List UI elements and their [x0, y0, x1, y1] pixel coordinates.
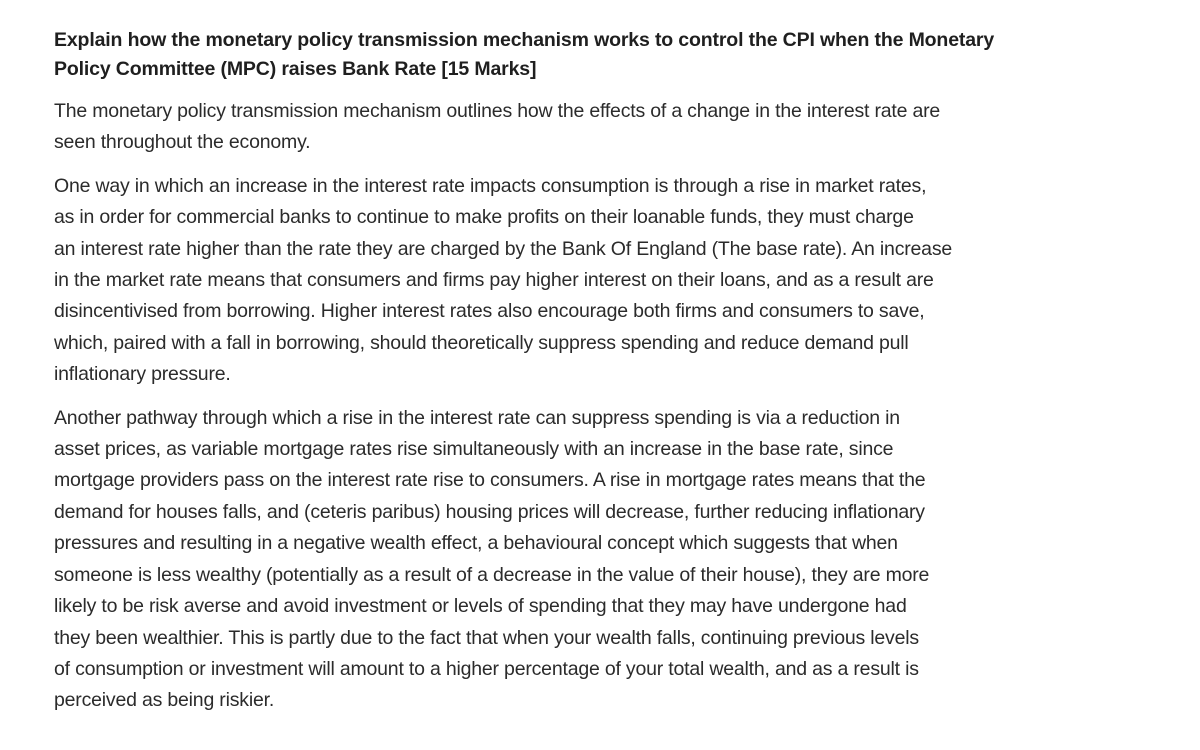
paragraph-line: likely to be risk averse and avoid investment or levels of spending that they may have undergone had	[54, 595, 907, 618]
paragraph-line: seen throughout the economy.	[54, 131, 311, 154]
paragraph-line: someone is less wealthy (potentially as a result of a decrease in the value of their house), they are more	[54, 563, 930, 586]
paragraph-line: inflationary pressure.	[54, 363, 231, 386]
paragraph-line: demand for houses falls, and (ceteris paribus) housing prices will decrease, further reducing inflationary	[54, 500, 925, 523]
paragraph-line: of consumption or investment will amount to a higher percentage of your total wealth, and as a result is	[54, 657, 919, 680]
paragraph-line: they been wealthier. This is partly due to the fact that when your wealth falls, continuing previous levels	[54, 626, 919, 649]
paragraph-line: pressures and resulting in a negative wealth effect, a behavioural concept which suggests that when	[54, 532, 898, 555]
asset-prices-paragraph	[54, 403, 1174, 717]
paragraph-line: an interest rate higher than the rate they are charged by the Bank Of England (The base rate). An increase	[54, 237, 953, 260]
paragraph-line: which, paired with a fall in borrowing, should theoretically suppress spending and reduce demand pull	[54, 331, 909, 354]
paragraph-line: mortgage providers pass on the interest rate rise to consumers. A rise in mortgage rates means that the	[54, 469, 926, 492]
paragraph-line: in the market rate means that consumers and firms pay higher interest on their loans, and as a result are	[54, 269, 934, 292]
paragraph-line: perceived as being riskier.	[54, 689, 275, 712]
paragraph-line: disincentivised from borrowing. Higher interest rates also encourage both firms and consumers to save,	[54, 300, 925, 323]
heading-line: Policy Committee (MPC) raises Bank Rate [15 Marks]	[54, 58, 537, 80]
question-heading	[54, 26, 1174, 84]
paragraph-line: One way in which an increase in the interest rate impacts consumption is through a rise in market rates,	[54, 174, 927, 197]
paragraph-line: The monetary policy transmission mechanism outlines how the effects of a change in the interest rate are	[54, 100, 941, 122]
heading-line: Explain how the monetary policy transmission mechanism works to control the CPI when the Monetary	[54, 29, 995, 51]
paragraph-line: as in order for commercial banks to continue to make profits on their loanable funds, they must charge	[54, 206, 914, 229]
paragraph-line: Another pathway through which a rise in the interest rate can suppress spending is via a reduction in	[54, 406, 900, 429]
market-rates-paragraph	[54, 171, 1174, 391]
intro-paragraph	[54, 96, 1174, 159]
document-page	[54, 26, 1174, 729]
paragraph-line: asset prices, as variable mortgage rates rise simultaneously with an increase in the base rate, since	[54, 438, 894, 461]
